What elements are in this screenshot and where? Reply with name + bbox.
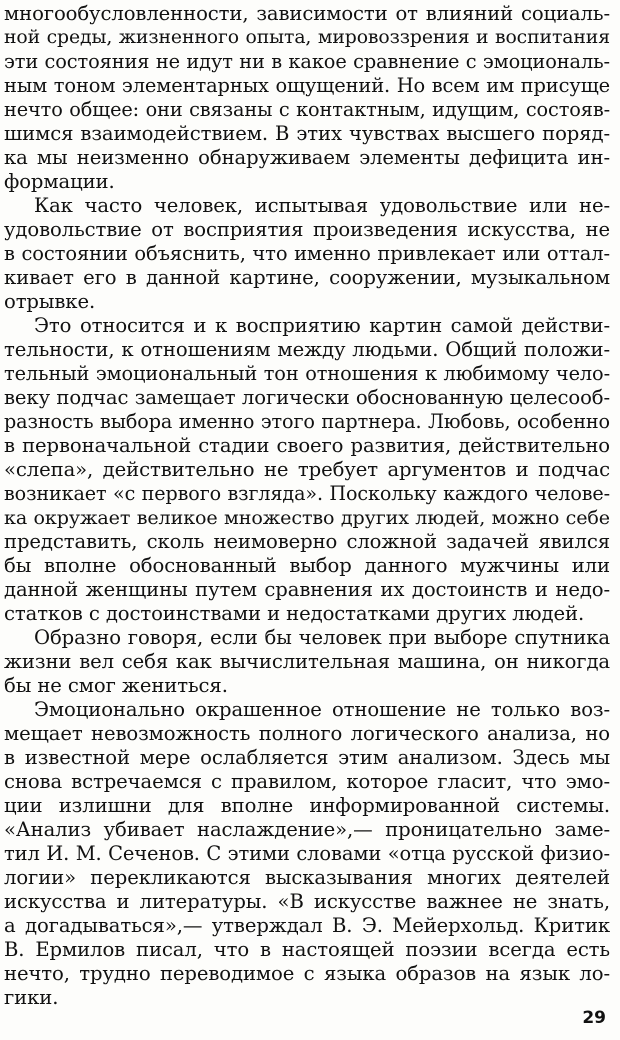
paragraph [4, 314, 610, 626]
text-line: статков с достоинствами и недостатками других людей. [4, 602, 585, 625]
text-line: в состоянии объяснить, что именно привлекает или оттал- [4, 242, 610, 265]
text-line: а догадываться»,— утверждал В. Э. Мейерхольд. Критик [4, 914, 610, 937]
text-line: в известной мере ослабляется этим анализом. Здесь мы [4, 746, 610, 769]
text-line: бы не смог жениться. [4, 674, 228, 697]
text-line: ка окружает великое множество других людей, можно себе [4, 506, 610, 529]
text-line: тельности, к отношениям между людьми. Общий положи- [4, 338, 610, 361]
text-line: кивает его в данной картине, сооружении, музыкальном [4, 266, 610, 289]
text-line: ка мы неизменно обнаруживаем элементы дефицита ин- [4, 146, 610, 169]
text-line: эти состояния не идут ни в какое сравнение с эмоциональ- [4, 50, 610, 73]
text-line: снова встречаемся с правилом, которое гласит, что эмо- [4, 770, 610, 793]
text-line: данной женщины путем сравнения их достоинств и недо- [4, 578, 610, 601]
text-line: искусства и литературы. «В искусстве важнее не знать, [4, 890, 610, 913]
text-line: логии» перекликаются высказывания многих деятелей [4, 866, 610, 889]
text-line: формации. [4, 170, 115, 193]
text-line: нечто, трудно переводимое с языка образов на язык ло- [4, 962, 610, 985]
text-line: Это относится и к восприятию картин самой действи- [34, 314, 610, 337]
text-line: В. Ермилов писал, что в настоящей поэзии всегда есть [4, 938, 610, 961]
body-text [4, 2, 610, 1010]
text-line: Образно говоря, если бы человек при выборе спутника [34, 626, 610, 649]
text-line: веку подчас замещает логически обоснованную целесооб- [4, 386, 610, 409]
page-number: 29 [582, 1008, 606, 1028]
text-line: ным тоном элементарных ощущений. Но всем им присуще [4, 74, 610, 97]
text-line: в первоначальной стадии своего развития, действительно [4, 434, 610, 457]
text-line: тельный эмоциональный тон отношения к любимому чело- [4, 362, 610, 385]
text-line: ной среды, жизненного опыта, мировоззрения и воспитания [4, 27, 610, 48]
paragraph [4, 194, 610, 314]
paragraph [4, 2, 610, 194]
text-line: тил И. М. Сеченов. С этими словами «отца русской физио- [4, 842, 610, 865]
text-line: гики. [4, 986, 59, 1009]
text-line: жизни вел себя как вычислительная машина, он никогда [4, 650, 610, 673]
text-line: многообусловленности, зависимости от влияний социаль- [4, 2, 610, 25]
text-line: мещает невозможность полного логического анализа, но [4, 722, 610, 745]
paragraph [4, 698, 610, 1010]
text-line: удовольствие от восприятия произведения искусства, не [4, 218, 610, 241]
paragraph [4, 626, 610, 698]
text-line: разность выбора именно этого партнера. Любовь, особенно [4, 410, 610, 433]
text-line: отрывке. [4, 290, 96, 313]
text-line: Как часто человек, испытывая удовольствие или не- [34, 194, 610, 217]
text-line: Эмоционально окрашенное отношение не только воз- [34, 698, 610, 721]
text-line: нечто общее: они связаны с контактным, идущим, состояв- [4, 98, 610, 121]
text-line: «Анализ убивает наслаждение»,— проницательно заме- [4, 818, 610, 841]
text-line: шимся взаимодействием. В этих чувствах высшего поряд- [4, 122, 610, 145]
text-line: бы вполне обоснованный выбор данного мужчины или [4, 554, 610, 577]
text-line: возникает «с первого взгляда». Поскольку каждого челове- [4, 482, 610, 505]
text-line: ции излишни для вполне информированной системы. [4, 794, 610, 817]
text-line: представить, сколь неимоверно сложной задачей явился [4, 530, 610, 553]
text-line: «слепа», действительно не требует аргументов и подчас [4, 458, 610, 481]
